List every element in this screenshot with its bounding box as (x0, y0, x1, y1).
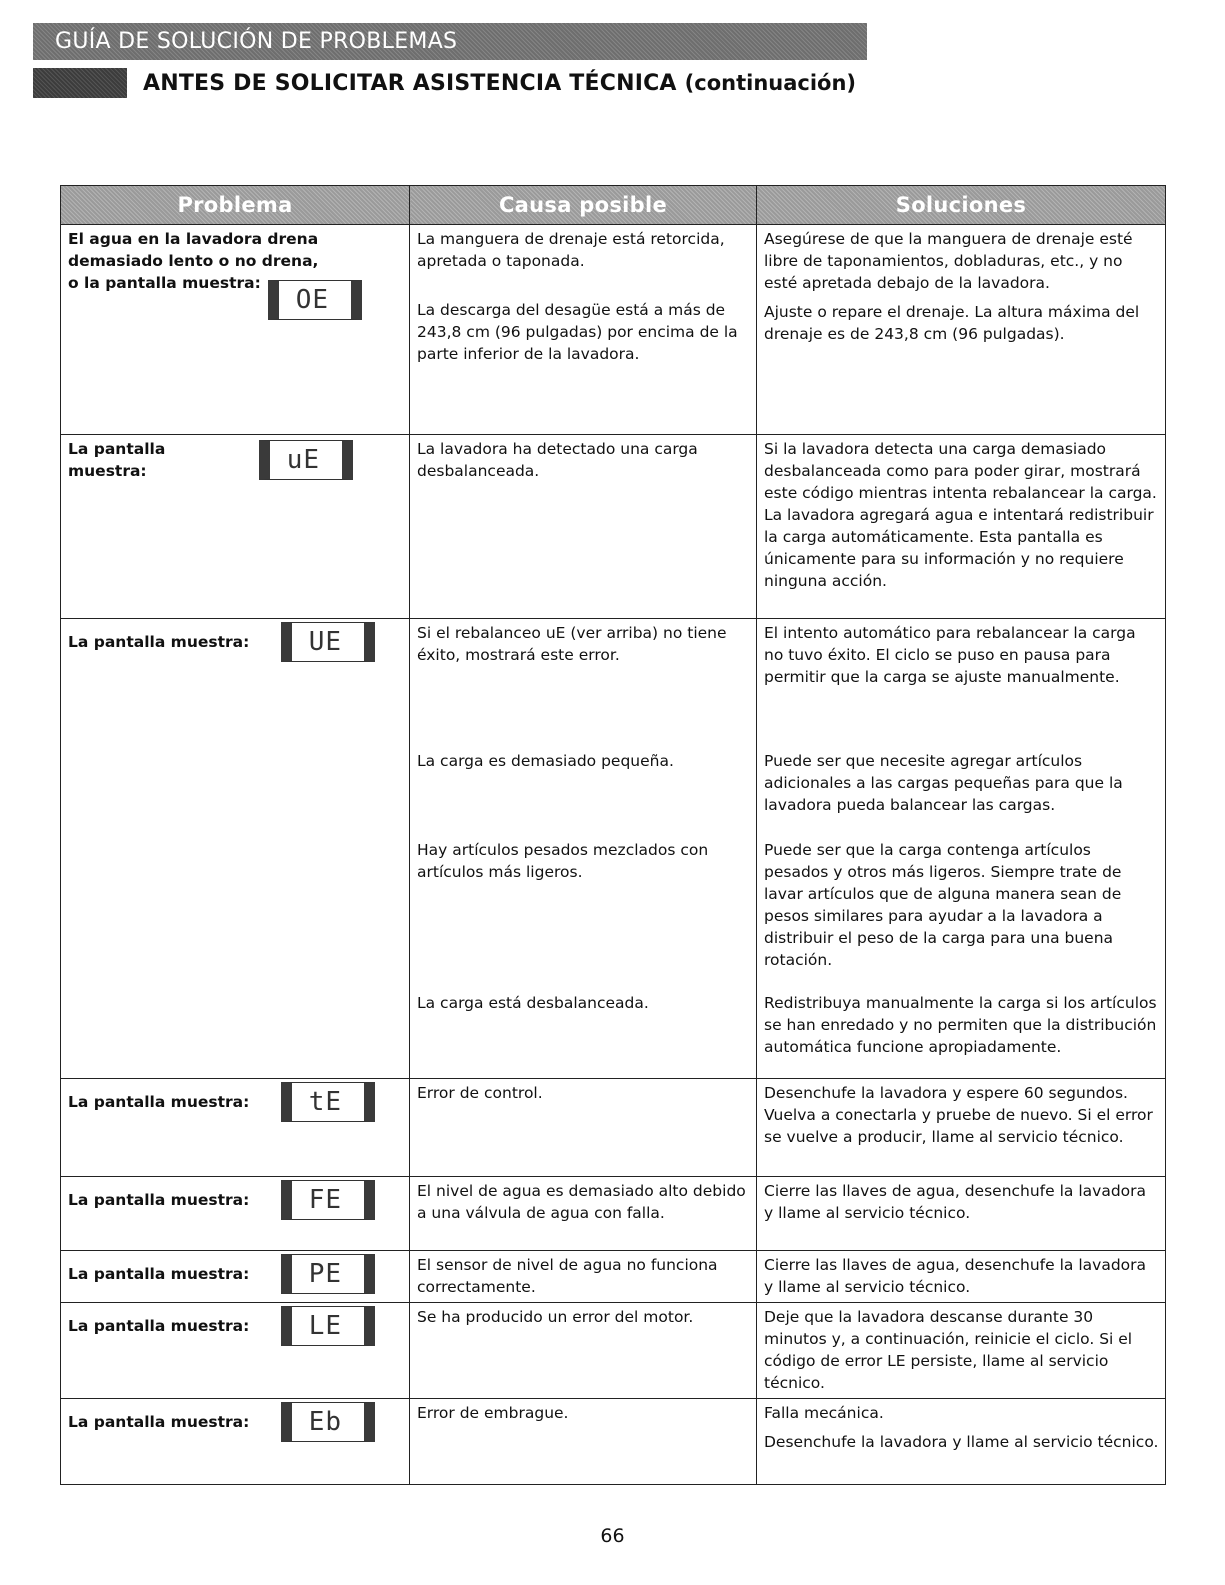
cause-text: La manguera de drenaje está retorcida, apretada o taponada. (417, 230, 725, 270)
page-number: 66 (600, 1525, 625, 1547)
column-header-problem: Problema (61, 186, 410, 225)
problem-cell (61, 225, 410, 435)
solution-text: El intento automático para rebalancear la carga no tuvo éxito. El ciclo se puso en pausa para permitir que la carga se ajuste manualmente. (764, 624, 1136, 686)
cause-text: Si el rebalanceo uE (ver arriba) no tiene éxito, mostrará este error. (417, 624, 727, 664)
solution-text: Puede ser que la carga contenga artículos pesados y otros más ligeros. Siempre trate de lavar artículos que de alguna manera sean de pesos similares para ayudar a la lavadora a distribuir el peso de la carga para una buena rotación. (764, 841, 1122, 969)
solution-text: Falla mecánica. (764, 1404, 884, 1422)
problem-text: La pantalla muestra: (68, 633, 250, 651)
problem-text: La pantalla muestra: (68, 1093, 250, 1111)
cause-text: La carga está desbalanceada. (417, 994, 649, 1012)
solution-cell (757, 619, 1166, 1079)
display-code: UE (281, 622, 375, 662)
solution-text: Redistribuya manualmente la carga si los artículos se han enredado y no permiten que la distribución automática funcione apropiadamente. (764, 994, 1157, 1056)
cause-text: Error de embrague. (417, 1404, 569, 1422)
display-code: PE (281, 1254, 375, 1294)
solution-text: Cierre las llaves de agua, desenchufe la lavadora y llame al servicio técnico. (764, 1256, 1147, 1296)
display-code: FE (281, 1180, 375, 1220)
heading-marker (33, 68, 127, 98)
table-row (61, 225, 1166, 435)
cause-text: La descarga del desagüe está a más de 243,8 cm (96 pulgadas) por encima de la parte inferior de la lavadora. (417, 301, 738, 363)
solution-text: Ajuste o repare el drenaje. La altura máxima del drenaje es de 243,8 cm (96 pulgadas). (764, 303, 1140, 343)
cause-cell (410, 1303, 757, 1399)
display-code: OE (268, 280, 362, 320)
solution-cell (757, 1177, 1166, 1251)
section-subheading (33, 68, 856, 98)
column-header-solutions: Soluciones (757, 186, 1166, 225)
cause-cell (410, 225, 757, 435)
cause-text: Error de control. (417, 1084, 543, 1102)
table-row (61, 1303, 1166, 1399)
problem-text: demasiado lento o no drena, (68, 252, 319, 270)
cause-text: El nivel de agua es demasiado alto debido a una válvula de agua con falla. (417, 1182, 746, 1222)
solution-cell (757, 1079, 1166, 1177)
problem-text: o la pantalla muestra: (68, 274, 261, 292)
solution-text: Asegúrese de que la manguera de drenaje esté libre de taponamientos, dobladuras, etc., y no esté apretada debajo de la lavadora. (764, 230, 1133, 292)
problem-cell (61, 1303, 410, 1399)
table-row (61, 619, 1166, 1079)
problem-cell (61, 619, 410, 1079)
table-row (61, 1177, 1166, 1251)
solution-text: Deje que la lavadora descanse durante 30 minutos y, a continuación, reinicie el ciclo. Si el código de error LE persiste, llame al servicio técnico. (764, 1308, 1133, 1392)
column-header-cause: Causa posible (410, 186, 757, 225)
table-row (61, 1399, 1166, 1485)
solution-text: Desenchufe la lavadora y espere 60 segundos. Vuelva a conectarla y pruebe de nuevo. Si el error se vuelve a producir, llame al servicio técnico. (764, 1084, 1153, 1146)
solution-text: Puede ser que necesite agregar artículos adicionales a las cargas pequeñas para que la lavadora pueda balancear las cargas. (764, 752, 1123, 814)
solution-cell (757, 225, 1166, 435)
cause-text: La carga es demasiado pequeña. (417, 752, 674, 770)
problem-cell (61, 1079, 410, 1177)
display-code: uE (259, 440, 353, 480)
problem-text: El agua en la lavadora drena (68, 230, 319, 248)
cause-cell (410, 1177, 757, 1251)
cause-cell (410, 1251, 757, 1303)
display-code: Eb (281, 1402, 375, 1442)
cause-text: Se ha producido un error del motor. (417, 1308, 694, 1326)
cause-cell (410, 1079, 757, 1177)
solution-cell (757, 1303, 1166, 1399)
problem-text: La pantalla muestra: (68, 440, 166, 480)
display-code: LE (281, 1306, 375, 1346)
problem-text: La pantalla muestra: (68, 1413, 250, 1431)
title-continuation: (continuación) (684, 71, 857, 95)
solution-text: Cierre las llaves de agua, desenchufe la lavadora y llame al servicio técnico. (764, 1182, 1147, 1222)
cause-cell (410, 435, 757, 619)
solution-text: Si la lavadora detecta una carga demasiado desbalanceada como para poder girar, mostrará este código mientras intenta rebalancear la carga. La lavadora agregará agua e intentará redistribuir la carga automáticamente. Esta pantalla es únicamente para su información y no requiere ninguna acción. (764, 440, 1157, 590)
problem-text: La pantalla muestra: (68, 1265, 250, 1283)
cause-cell (410, 1399, 757, 1485)
solution-cell (757, 1399, 1166, 1485)
table-row (61, 1079, 1166, 1177)
problem-text: La pantalla muestra: (68, 1317, 250, 1335)
problem-text: La pantalla muestra: (68, 1191, 250, 1209)
table-row (61, 1251, 1166, 1303)
solution-cell (757, 1251, 1166, 1303)
problem-cell (61, 1399, 410, 1485)
problem-cell (61, 1177, 410, 1251)
cause-cell (410, 619, 757, 1079)
display-code: tE (281, 1082, 375, 1122)
table-header-row (61, 186, 1166, 225)
cause-text: Hay artículos pesados mezclados con artículos más ligeros. (417, 841, 709, 881)
problem-cell (61, 1251, 410, 1303)
section-banner: GUÍA DE SOLUCIÓN DE PROBLEMAS (33, 23, 867, 60)
table-row (61, 435, 1166, 619)
troubleshooting-table (60, 185, 1166, 1485)
problem-cell (61, 435, 410, 619)
page-title: ANTES DE SOLICITAR ASISTENCIA TÉCNICA (143, 70, 677, 96)
solution-cell (757, 435, 1166, 619)
cause-text: El sensor de nivel de agua no funciona correctamente. (417, 1256, 718, 1296)
cause-text: La lavadora ha detectado una carga desbalanceada. (417, 440, 698, 480)
solution-text: Desenchufe la lavadora y llame al servicio técnico. (764, 1433, 1159, 1451)
